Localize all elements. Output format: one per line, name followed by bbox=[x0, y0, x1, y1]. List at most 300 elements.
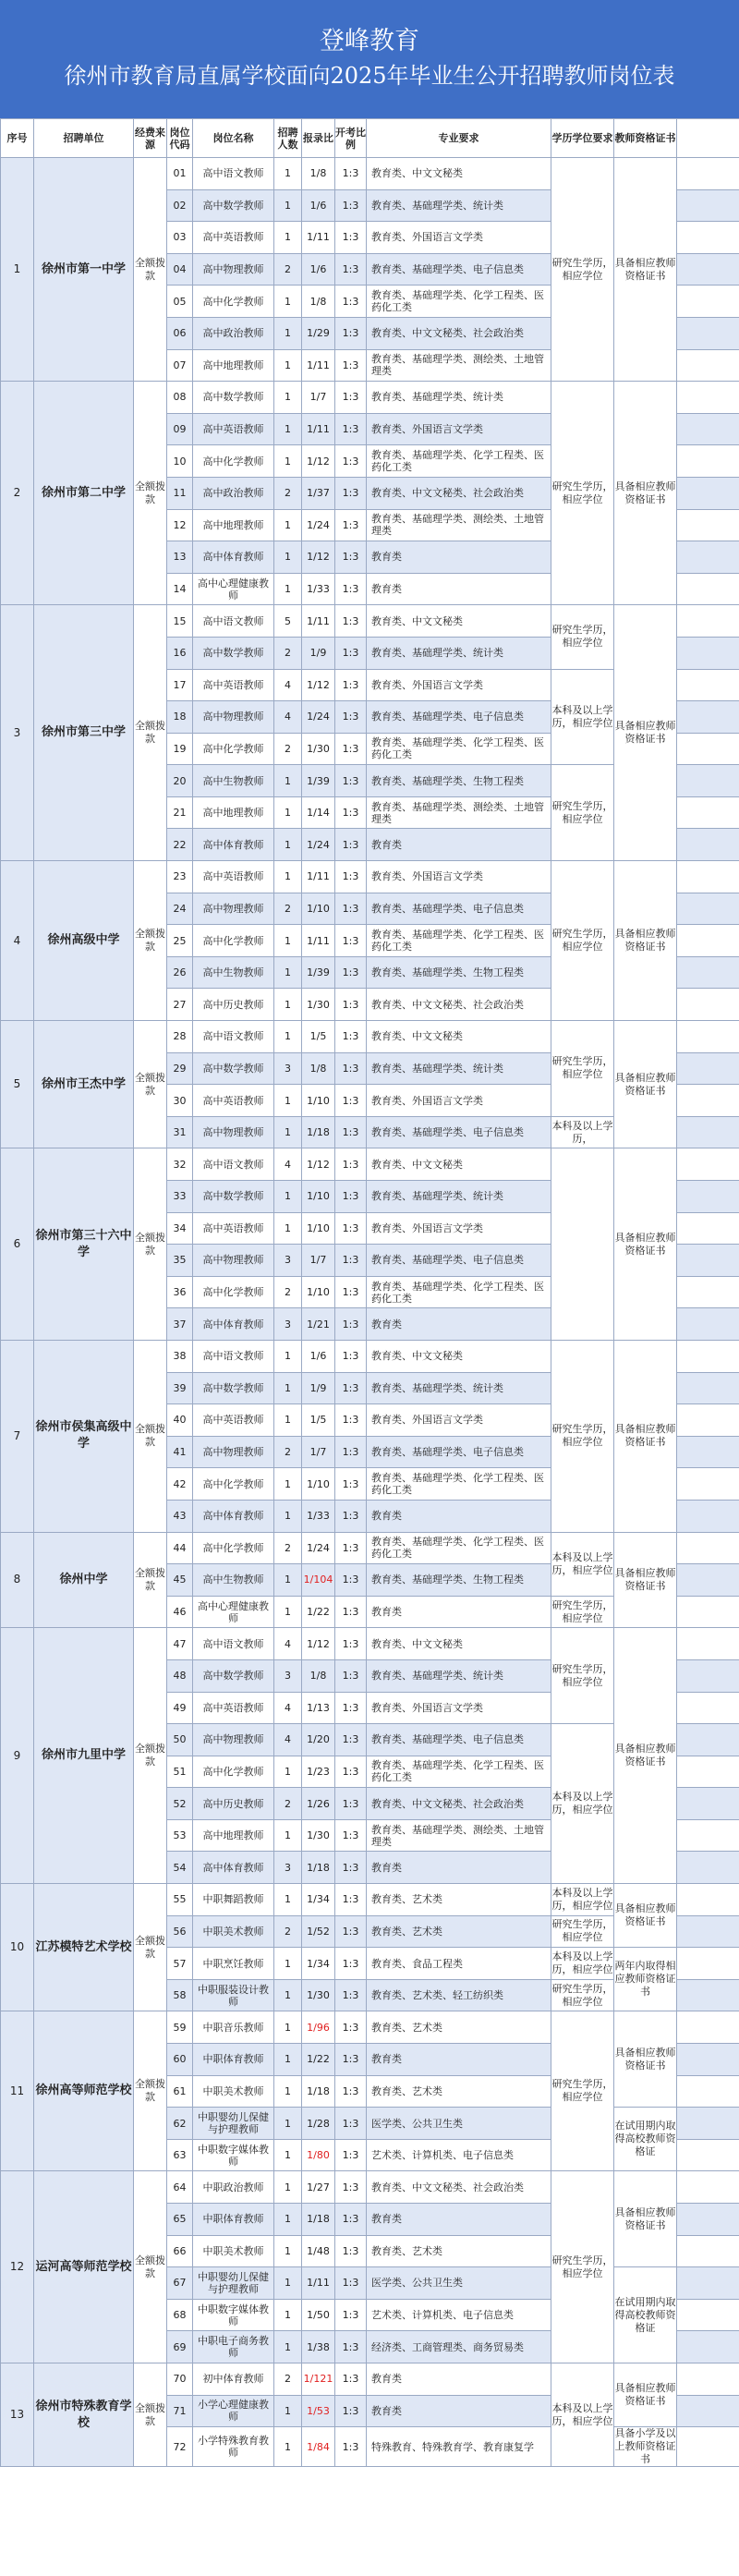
post-code: 55 bbox=[167, 1884, 193, 1916]
row-index: 3 bbox=[1, 605, 34, 861]
hire-count: 1 bbox=[274, 1564, 302, 1597]
major-requirement: 教育类、外国语言文学类 bbox=[367, 222, 551, 254]
table-title: 徐州市教育局直属学校面向2025年毕业生公开招聘教师岗位表 bbox=[64, 63, 675, 89]
post-code: 54 bbox=[167, 1852, 193, 1884]
extra-cell bbox=[677, 317, 739, 349]
post-name: 高中数学教师 bbox=[193, 1372, 274, 1404]
post-code: 37 bbox=[167, 1308, 193, 1341]
major-requirement: 教育类、基础理学类、化学工程类、医药化工类 bbox=[367, 733, 551, 765]
school-name: 徐州市王杰中学 bbox=[34, 1021, 134, 1148]
certificate-requirement: 在试用期内取得高校教师资格证 bbox=[614, 2108, 677, 2171]
major-requirement: 教育类、基础理学类、测绘类、土地管理类 bbox=[367, 796, 551, 829]
exam-ratio: 1:3 bbox=[335, 1404, 367, 1437]
post-name: 高中物理教师 bbox=[193, 1116, 274, 1148]
exam-ratio: 1:3 bbox=[335, 286, 367, 318]
post-name: 高中历史教师 bbox=[193, 989, 274, 1021]
major-requirement: 教育类、基础理学类、统计类 bbox=[367, 1659, 551, 1692]
exam-ratio: 1:3 bbox=[335, 989, 367, 1021]
apply-ratio: 1/30 bbox=[302, 733, 335, 765]
certificate-requirement: 具备相应教师资格证书 bbox=[614, 605, 677, 861]
extra-cell bbox=[677, 477, 739, 509]
post-code: 17 bbox=[167, 669, 193, 701]
funding-source: 全额拨款 bbox=[134, 1532, 167, 1628]
apply-ratio: 1/52 bbox=[302, 1915, 335, 1948]
hire-count: 1 bbox=[274, 509, 302, 541]
major-requirement: 教育类 bbox=[367, 1852, 551, 1884]
extra-cell bbox=[677, 765, 739, 797]
exam-ratio: 1:3 bbox=[335, 861, 367, 893]
hire-count: 1 bbox=[274, 2235, 302, 2267]
hire-count: 1 bbox=[274, 2011, 302, 2044]
exam-ratio: 1:3 bbox=[335, 669, 367, 701]
hire-count: 1 bbox=[274, 2395, 302, 2427]
apply-ratio: 1/96 bbox=[302, 2011, 335, 2044]
hire-count: 5 bbox=[274, 605, 302, 638]
hire-count: 1 bbox=[274, 1340, 302, 1372]
post-code: 41 bbox=[167, 1436, 193, 1468]
major-requirement: 教育类、基础理学类、统计类 bbox=[367, 189, 551, 222]
apply-ratio: 1/84 bbox=[302, 2427, 335, 2467]
hire-count: 1 bbox=[274, 2075, 302, 2108]
extra-cell bbox=[677, 509, 739, 541]
apply-ratio: 1/6 bbox=[302, 189, 335, 222]
post-name: 高中语文教师 bbox=[193, 158, 274, 190]
extra-cell bbox=[677, 1884, 739, 1916]
extra-cell bbox=[677, 2011, 739, 2044]
apply-ratio: 1/37 bbox=[302, 477, 335, 509]
hire-count: 1 bbox=[274, 1085, 302, 1117]
exam-ratio: 1:3 bbox=[335, 605, 367, 638]
apply-ratio: 1/9 bbox=[302, 1372, 335, 1404]
post-name: 高中数学教师 bbox=[193, 1181, 274, 1213]
major-requirement: 教育类、艺术类、轻工纺织类 bbox=[367, 1979, 551, 2011]
post-code: 07 bbox=[167, 349, 193, 382]
post-code: 38 bbox=[167, 1340, 193, 1372]
major-requirement: 医学类、公共卫生类 bbox=[367, 2108, 551, 2140]
exam-ratio: 1:3 bbox=[335, 733, 367, 765]
major-requirement: 教育类、基础理学类、化学工程类、医药化工类 bbox=[367, 1276, 551, 1308]
apply-ratio: 1/22 bbox=[302, 1596, 335, 1628]
post-code: 39 bbox=[167, 1372, 193, 1404]
post-name: 高中化学教师 bbox=[193, 1756, 274, 1788]
extra-cell bbox=[677, 1212, 739, 1245]
exam-ratio: 1:3 bbox=[335, 2044, 367, 2076]
hire-count: 1 bbox=[274, 796, 302, 829]
certificate-requirement: 具备相应教师资格证书 bbox=[614, 2171, 677, 2267]
apply-ratio: 1/24 bbox=[302, 509, 335, 541]
table-row bbox=[1, 1628, 739, 1660]
major-requirement: 教育类、艺术类 bbox=[367, 2011, 551, 2044]
hire-count: 1 bbox=[274, 382, 302, 414]
major-requirement: 教育类、基础理学类、电子信息类 bbox=[367, 1436, 551, 1468]
major-requirement: 教育类 bbox=[367, 2204, 551, 2236]
exam-ratio: 1:3 bbox=[335, 1788, 367, 1820]
certificate-requirement: 具备相应教师资格证书 bbox=[614, 158, 677, 382]
hire-count: 1 bbox=[274, 2171, 302, 2204]
post-name: 高中物理教师 bbox=[193, 701, 274, 734]
post-name: 高中地理教师 bbox=[193, 349, 274, 382]
apply-ratio: 1/80 bbox=[302, 2139, 335, 2171]
major-requirement: 教育类、外国语言文学类 bbox=[367, 413, 551, 445]
exam-ratio: 1:3 bbox=[335, 158, 367, 190]
major-requirement: 教育类、艺术类 bbox=[367, 2235, 551, 2267]
major-requirement: 教育类、基础理学类、测绘类、土地管理类 bbox=[367, 509, 551, 541]
col-header: 岗位代码 bbox=[167, 119, 193, 158]
post-name: 高中化学教师 bbox=[193, 1276, 274, 1308]
apply-ratio: 1/39 bbox=[302, 765, 335, 797]
major-requirement: 教育类、外国语言文学类 bbox=[367, 1692, 551, 1724]
col-header: 经费来源 bbox=[134, 119, 167, 158]
hire-count: 4 bbox=[274, 1148, 302, 1181]
school-name: 徐州高等师范学校 bbox=[34, 2011, 134, 2171]
funding-source: 全额拨款 bbox=[134, 158, 167, 382]
hire-count: 1 bbox=[274, 317, 302, 349]
education-requirement: 本科及以上学历， bbox=[551, 1116, 614, 1148]
col-header: 招聘人数 bbox=[274, 119, 302, 158]
hire-count: 1 bbox=[274, 1021, 302, 1053]
exam-ratio: 1:3 bbox=[335, 445, 367, 478]
apply-ratio: 1/12 bbox=[302, 445, 335, 478]
hire-count: 1 bbox=[274, 829, 302, 861]
post-name: 高中心理健康教师 bbox=[193, 1596, 274, 1628]
hire-count: 1 bbox=[274, 925, 302, 957]
major-requirement: 艺术类、计算机类、电子信息类 bbox=[367, 2299, 551, 2331]
hire-count: 1 bbox=[274, 1181, 302, 1213]
school-name: 徐州中学 bbox=[34, 1532, 134, 1628]
school-name: 徐州市侯集高级中学 bbox=[34, 1340, 134, 1532]
major-requirement: 教育类、基础理学类、生物工程类 bbox=[367, 1564, 551, 1597]
col-header: 报录比 bbox=[302, 119, 335, 158]
post-code: 62 bbox=[167, 2108, 193, 2140]
apply-ratio: 1/28 bbox=[302, 2108, 335, 2140]
extra-cell bbox=[677, 2139, 739, 2171]
exam-ratio: 1:3 bbox=[335, 2299, 367, 2331]
extra-cell bbox=[677, 2108, 739, 2140]
post-code: 56 bbox=[167, 1915, 193, 1948]
apply-ratio: 1/53 bbox=[302, 2395, 335, 2427]
hire-count: 2 bbox=[274, 253, 302, 286]
post-name: 高中物理教师 bbox=[193, 893, 274, 925]
major-requirement: 教育类 bbox=[367, 1500, 551, 1532]
post-name: 中职婴幼儿保健与护理教师 bbox=[193, 2108, 274, 2140]
major-requirement: 教育类、基础理学类、电子信息类 bbox=[367, 893, 551, 925]
apply-ratio: 1/10 bbox=[302, 1085, 335, 1117]
hire-count: 1 bbox=[274, 1756, 302, 1788]
funding-source: 全额拨款 bbox=[134, 2171, 167, 2363]
extra-cell bbox=[677, 2395, 739, 2427]
post-code: 36 bbox=[167, 1276, 193, 1308]
hire-count: 3 bbox=[274, 1052, 302, 1085]
table-header-row bbox=[1, 119, 739, 158]
extra-cell bbox=[677, 2299, 739, 2331]
hire-count: 1 bbox=[274, 573, 302, 605]
post-name: 小学心理健康教师 bbox=[193, 2395, 274, 2427]
apply-ratio: 1/5 bbox=[302, 1404, 335, 1437]
major-requirement: 艺术类、计算机类、电子信息类 bbox=[367, 2139, 551, 2171]
major-requirement: 教育类、艺术类 bbox=[367, 1915, 551, 1948]
exam-ratio: 1:3 bbox=[335, 1724, 367, 1756]
hire-count: 4 bbox=[274, 701, 302, 734]
post-code: 31 bbox=[167, 1116, 193, 1148]
extra-cell bbox=[677, 2363, 739, 2395]
extra-cell bbox=[677, 1245, 739, 1277]
apply-ratio: 1/18 bbox=[302, 1852, 335, 1884]
apply-ratio: 1/12 bbox=[302, 669, 335, 701]
post-code: 44 bbox=[167, 1532, 193, 1564]
major-requirement: 教育类、中文文秘类 bbox=[367, 1340, 551, 1372]
major-requirement: 教育类 bbox=[367, 573, 551, 605]
funding-source: 全额拨款 bbox=[134, 2011, 167, 2171]
row-index: 10 bbox=[1, 1884, 34, 2011]
post-name: 高中化学教师 bbox=[193, 286, 274, 318]
post-name: 高中物理教师 bbox=[193, 253, 274, 286]
exam-ratio: 1:3 bbox=[335, 222, 367, 254]
post-name: 中职美术教师 bbox=[193, 2235, 274, 2267]
post-code: 18 bbox=[167, 701, 193, 734]
exam-ratio: 1:3 bbox=[335, 1181, 367, 1213]
apply-ratio: 1/6 bbox=[302, 253, 335, 286]
post-code: 63 bbox=[167, 2139, 193, 2171]
major-requirement: 教育类、中文文秘类、社会政治类 bbox=[367, 2171, 551, 2204]
hire-count: 1 bbox=[274, 1212, 302, 1245]
major-requirement: 教育类、基础理学类、化学工程类、医药化工类 bbox=[367, 1468, 551, 1501]
hire-count: 2 bbox=[274, 637, 302, 669]
extra-cell bbox=[677, 413, 739, 445]
major-requirement: 教育类 bbox=[367, 2395, 551, 2427]
major-requirement: 教育类、食品工程类 bbox=[367, 1948, 551, 1980]
table-row bbox=[1, 1340, 739, 1372]
post-code: 15 bbox=[167, 605, 193, 638]
hire-count: 1 bbox=[274, 1372, 302, 1404]
hire-count: 1 bbox=[274, 2204, 302, 2236]
certificate-requirement: 具备小学及以上教师资格证书 bbox=[614, 2427, 676, 2466]
exam-ratio: 1:3 bbox=[335, 893, 367, 925]
apply-ratio: 1/8 bbox=[302, 1052, 335, 1085]
brand-title: 登峰教育 bbox=[320, 27, 419, 55]
school-name: 徐州高级中学 bbox=[34, 861, 134, 1021]
post-name: 中职电子商务教师 bbox=[193, 2331, 274, 2363]
post-name: 高中体育教师 bbox=[193, 1308, 274, 1341]
hire-count: 1 bbox=[274, 286, 302, 318]
post-name: 小学特殊教育教师 bbox=[193, 2427, 274, 2467]
post-name: 高中体育教师 bbox=[193, 541, 274, 574]
hire-count: 1 bbox=[274, 445, 302, 478]
row-index: 13 bbox=[1, 2363, 34, 2466]
apply-ratio: 1/10 bbox=[302, 893, 335, 925]
extra-cell bbox=[677, 1085, 739, 1117]
extra-cell bbox=[677, 989, 739, 1021]
exam-ratio: 1:3 bbox=[335, 2108, 367, 2140]
major-requirement: 教育类、中文文秘类 bbox=[367, 1148, 551, 1181]
major-requirement: 教育类、外国语言文学类 bbox=[367, 669, 551, 701]
major-requirement: 教育类、中文文秘类 bbox=[367, 158, 551, 190]
exam-ratio: 1:3 bbox=[335, 2171, 367, 2204]
major-requirement: 教育类、艺术类 bbox=[367, 2075, 551, 2108]
extra-cell bbox=[677, 2075, 739, 2108]
major-requirement: 教育类 bbox=[367, 829, 551, 861]
exam-ratio: 1:3 bbox=[335, 1628, 367, 1660]
major-requirement: 教育类、基础理学类、统计类 bbox=[367, 382, 551, 414]
exam-ratio: 1:3 bbox=[335, 1372, 367, 1404]
hire-count: 1 bbox=[274, 1819, 302, 1852]
post-name: 高中语文教师 bbox=[193, 1148, 274, 1181]
apply-ratio: 1/6 bbox=[302, 1340, 335, 1372]
row-index: 7 bbox=[1, 1340, 34, 1532]
table-row bbox=[1, 2363, 739, 2395]
exam-ratio: 1:3 bbox=[335, 1756, 367, 1788]
apply-ratio: 1/7 bbox=[302, 1245, 335, 1277]
apply-ratio: 1/10 bbox=[302, 1276, 335, 1308]
major-requirement: 教育类、基础理学类、化学工程类、医药化工类 bbox=[367, 445, 551, 478]
exam-ratio: 1:3 bbox=[335, 1659, 367, 1692]
post-name: 高中化学教师 bbox=[193, 445, 274, 478]
post-code: 46 bbox=[167, 1596, 193, 1628]
post-name: 高中英语教师 bbox=[193, 861, 274, 893]
table-row bbox=[1, 382, 739, 414]
exam-ratio: 1:3 bbox=[335, 382, 367, 414]
major-requirement: 教育类 bbox=[367, 1596, 551, 1628]
exam-ratio: 1:3 bbox=[335, 477, 367, 509]
exam-ratio: 1:3 bbox=[335, 701, 367, 734]
table-row bbox=[1, 605, 739, 638]
extra-cell bbox=[677, 733, 739, 765]
post-name: 中职数字媒体教师 bbox=[193, 2139, 274, 2171]
post-code: 22 bbox=[167, 829, 193, 861]
hire-count: 1 bbox=[274, 1404, 302, 1437]
exam-ratio: 1:3 bbox=[335, 1884, 367, 1916]
major-requirement: 教育类、中文文秘类 bbox=[367, 605, 551, 638]
major-requirement: 教育类、外国语言文学类 bbox=[367, 861, 551, 893]
apply-ratio: 1/11 bbox=[302, 222, 335, 254]
funding-source: 全额拨款 bbox=[134, 1884, 167, 2011]
exam-ratio: 1:3 bbox=[335, 637, 367, 669]
row-index: 12 bbox=[1, 2171, 34, 2363]
post-name: 高中语文教师 bbox=[193, 1628, 274, 1660]
major-requirement: 教育类、中文文秘类、社会政治类 bbox=[367, 477, 551, 509]
table-row bbox=[1, 1884, 739, 1916]
apply-ratio: 1/10 bbox=[302, 1212, 335, 1245]
post-code: 69 bbox=[167, 2331, 193, 2363]
hire-count: 1 bbox=[274, 1500, 302, 1532]
exam-ratio: 1:3 bbox=[335, 2235, 367, 2267]
school-name: 徐州市特殊教育学校 bbox=[34, 2363, 134, 2466]
apply-ratio: 1/24 bbox=[302, 701, 335, 734]
post-code: 19 bbox=[167, 733, 193, 765]
exam-ratio: 1:3 bbox=[335, 1116, 367, 1148]
post-code: 51 bbox=[167, 1756, 193, 1788]
exam-ratio: 1:3 bbox=[335, 2395, 367, 2427]
hire-count: 1 bbox=[274, 989, 302, 1021]
post-code: 53 bbox=[167, 1819, 193, 1852]
row-index: 1 bbox=[1, 158, 34, 382]
major-requirement: 教育类、基础理学类、化学工程类、医药化工类 bbox=[367, 286, 551, 318]
extra-cell bbox=[677, 1116, 739, 1148]
hire-count: 1 bbox=[274, 2139, 302, 2171]
apply-ratio: 1/24 bbox=[302, 1532, 335, 1564]
post-name: 高中英语教师 bbox=[193, 1085, 274, 1117]
exam-ratio: 1:3 bbox=[335, 1212, 367, 1245]
row-index: 6 bbox=[1, 1148, 34, 1341]
education-requirement: 研究生学历，相应学位 bbox=[551, 1628, 614, 1724]
apply-ratio: 1/30 bbox=[302, 989, 335, 1021]
extra-cell bbox=[677, 637, 739, 669]
exam-ratio: 1:3 bbox=[335, 796, 367, 829]
exam-ratio: 1:3 bbox=[335, 317, 367, 349]
extra-cell bbox=[677, 796, 739, 829]
exam-ratio: 1:3 bbox=[335, 1596, 367, 1628]
extra-cell bbox=[677, 1052, 739, 1085]
major-requirement: 教育类、中文文秘类、社会政治类 bbox=[367, 317, 551, 349]
exam-ratio: 1:3 bbox=[335, 349, 367, 382]
major-requirement: 教育类、基础理学类、统计类 bbox=[367, 1181, 551, 1213]
exam-ratio: 1:3 bbox=[335, 1948, 367, 1980]
post-name: 高中化学教师 bbox=[193, 1532, 274, 1564]
hire-count: 1 bbox=[274, 541, 302, 574]
hire-count: 3 bbox=[274, 1308, 302, 1341]
post-name: 高中语文教师 bbox=[193, 605, 274, 638]
apply-ratio: 1/30 bbox=[302, 1819, 335, 1852]
apply-ratio: 1/33 bbox=[302, 573, 335, 605]
post-name: 中职美术教师 bbox=[193, 2075, 274, 2108]
major-requirement: 教育类、基础理学类、电子信息类 bbox=[367, 253, 551, 286]
exam-ratio: 1:3 bbox=[335, 1340, 367, 1372]
exam-ratio: 1:3 bbox=[335, 1052, 367, 1085]
row-index: 2 bbox=[1, 382, 34, 605]
apply-ratio: 1/38 bbox=[302, 2331, 335, 2363]
exam-ratio: 1:3 bbox=[335, 1979, 367, 2011]
extra-cell bbox=[677, 286, 739, 318]
school-name: 江苏模特艺术学校 bbox=[34, 1884, 134, 2011]
exam-ratio: 1:3 bbox=[335, 573, 367, 605]
hire-count: 3 bbox=[274, 1659, 302, 1692]
extra-cell bbox=[677, 541, 739, 574]
post-code: 30 bbox=[167, 1085, 193, 1117]
extra-cell bbox=[677, 1308, 739, 1341]
extra-cell bbox=[677, 1788, 739, 1820]
apply-ratio: 1/13 bbox=[302, 1692, 335, 1724]
exam-ratio: 1:3 bbox=[335, 1468, 367, 1501]
exam-ratio: 1:3 bbox=[335, 1276, 367, 1308]
major-requirement: 教育类、基础理学类、统计类 bbox=[367, 1372, 551, 1404]
apply-ratio: 1/27 bbox=[302, 2171, 335, 2204]
major-requirement: 教育类、中文文秘类、社会政治类 bbox=[367, 1788, 551, 1820]
apply-ratio: 1/29 bbox=[302, 317, 335, 349]
major-requirement: 教育类、基础理学类、化学工程类、医药化工类 bbox=[367, 1532, 551, 1564]
extra-cell bbox=[677, 1756, 739, 1788]
post-code: 04 bbox=[167, 253, 193, 286]
education-requirement: 研究生学历，相应学位 bbox=[551, 1340, 614, 1532]
exam-ratio: 1:3 bbox=[335, 1819, 367, 1852]
post-name: 高中体育教师 bbox=[193, 829, 274, 861]
post-code: 20 bbox=[167, 765, 193, 797]
hire-count: 4 bbox=[274, 1692, 302, 1724]
exam-ratio: 1:3 bbox=[335, 1308, 367, 1341]
apply-ratio: 1/26 bbox=[302, 1788, 335, 1820]
exam-ratio: 1:3 bbox=[335, 413, 367, 445]
exam-ratio: 1:3 bbox=[335, 541, 367, 574]
exam-ratio: 1:3 bbox=[335, 1692, 367, 1724]
recruitment-table bbox=[0, 118, 739, 2467]
exam-ratio: 1:3 bbox=[335, 1021, 367, 1053]
hire-count: 3 bbox=[274, 1245, 302, 1277]
education-requirement: 本科及以上学历，相应学位 bbox=[551, 1724, 614, 1884]
post-name: 高中体育教师 bbox=[193, 1852, 274, 1884]
major-requirement: 教育类、基础理学类、化学工程类、医药化工类 bbox=[367, 925, 551, 957]
post-code: 23 bbox=[167, 861, 193, 893]
post-name: 高中数学教师 bbox=[193, 1052, 274, 1085]
apply-ratio: 1/14 bbox=[302, 796, 335, 829]
post-name: 高中生物教师 bbox=[193, 956, 274, 989]
